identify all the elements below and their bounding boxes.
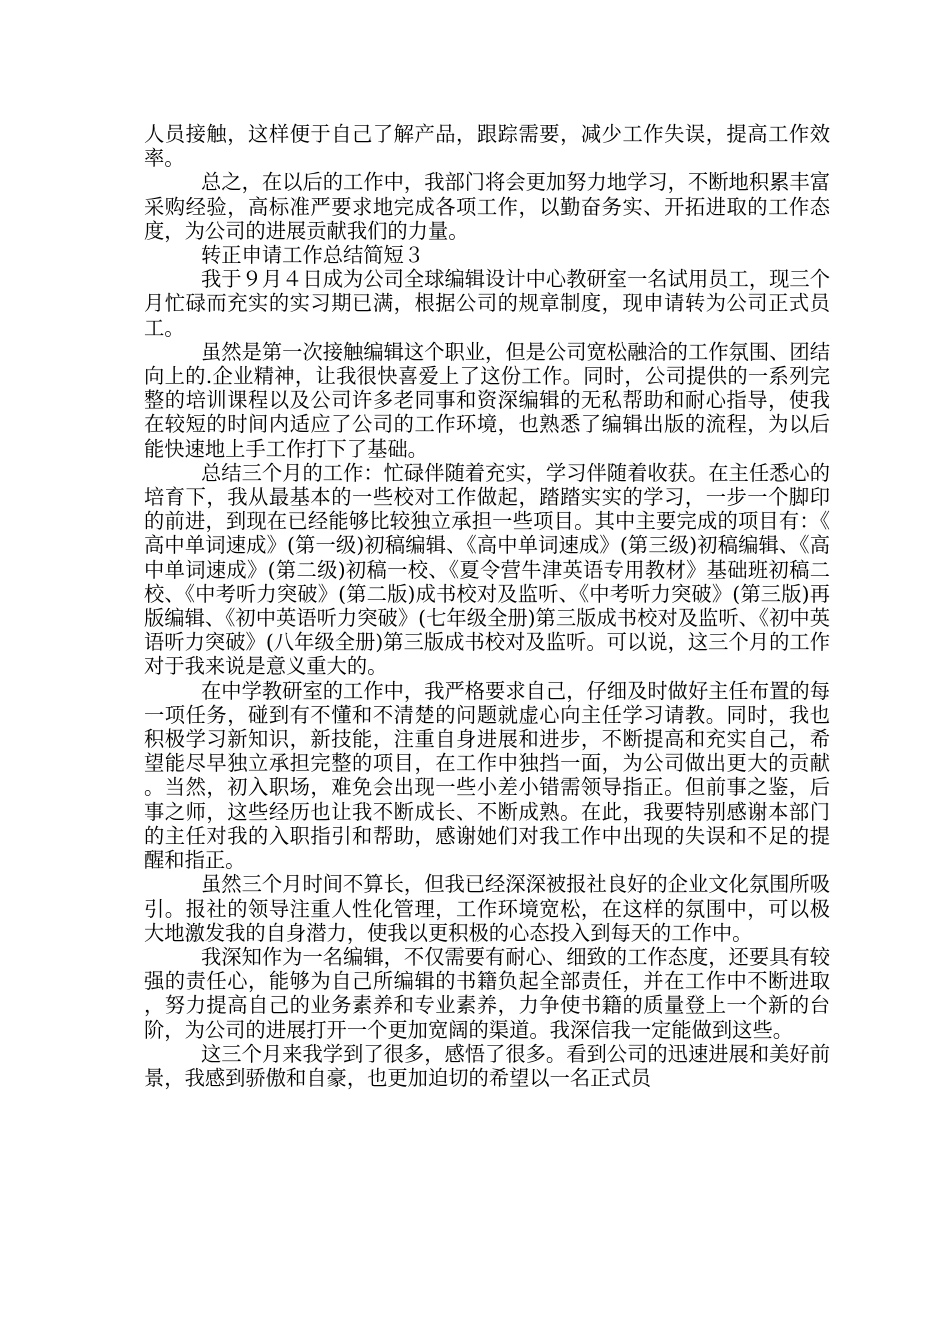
paragraph-conclusion: 总之，在以后的工作中，我部门将会更加努力地学习，不断地积累丰富采购经验，高标准严要求地完成各项工作，以勤奋务实、开拓进取的工作态度，为公司的进展贡献我们的力量。 (144, 170, 830, 243)
document-page (144, 122, 830, 1090)
paragraph-culture: 虽然三个月时间不算长，但我已经深深被报社良好的企业文化氛围所吸引。报社的领导注重人性化管理，工作环境宽松，在这样的氛围中，可以极大地激发我的自身潜力，使我以更积极的心态投入到每天的工作中。 (144, 872, 830, 945)
paragraph-reflection: 这三个月来我学到了很多，感悟了很多。看到公司的迅速进展和美好前景，我感到骄傲和自豪，也更加迫切的希望以一名正式员 (144, 1041, 830, 1090)
paragraph-intro: 我于９月４日成为公司全球编辑设计中心教研室一名试用员工，现三个月忙碌而充实的实习期已满，根据公司的规章制度，现申请转为公司正式员工。 (144, 267, 830, 340)
paragraph-office-work: 在中学教研室的工作中，我严格要求自己，仔细及时做好主任布置的每一项任务，碰到有不懂和不清楚的问题就虚心向主任学习请教。同时，我也积极学习新知识，新技能，注重自身进展和进步，不断提高和充实自己，希望能尽早独立承担完整的项目，在工作中独挡一面，为公司做出更大的贡献。当然，初入职场，难免会出现一些小差小错需领导指正。但前事之鉴，后事之师，这些经历也让我不断成长、不断成熟。在此，我要特别感谢本部门的主任对我的入职指引和帮助，感谢她们对我工作中出现的失误和不足的提醒和指正。 (144, 678, 830, 873)
paragraph-responsibility: 我深知作为一名编辑，不仅需要有耐心、细致的工作态度，还要具有较强的责任心，能够为自己所编辑的书籍负起全部责任，并在工作中不断进取，努力提高自己的业务素养和专业素养，力争使书籍的质量登上一个新的台阶，为公司的进展打开一个更加宽阔的渠道。我深信我一定能做到这些。 (144, 944, 830, 1042)
paragraph-continued: 人员接触，这样便于自己了解产品，跟踪需要，减少工作失误，提高工作效率。 (144, 122, 830, 171)
section-heading: 转正申请工作总结简短３ (201, 243, 425, 268)
paragraph-first-contact: 虽然是第一次接触编辑这个职业，但是公司宽松融洽的工作氛围、团结向上的.企业精神，让我很快喜爱上了这份工作。同时，公司提供的一系列完整的培训课程以及公司许多老同事和资深编辑的无私帮助和耐心指导，使我在较短的时间内适应了公司的工作环境，也熟悉了编辑出版的流程，为以后能快速地上手工作打下了基础。 (144, 339, 830, 461)
paragraph-work-summary: 总结三个月的工作：忙碌伴随着充实，学习伴随着收获。在主任悉心的培育下，我从最基本的一些校对工作做起，踏踏实实的学习，一步一个脚印的前进，到现在已经能够比较独立承担一些项目。其中主要完成的项目有：《高中单词速成》(第一级)初稿编辑、《高中单词速成》(第三级)初稿编辑、《高中单词速成》(第二级)初稿一校、《夏令营牛津英语专用教材》基础班初稿二校、《中考听力突破》(第二版)成书校对及监听、《中考听力突破》(第三版)再版编辑、《初中英语听力突破》(七年级全册)第三版成书校对及监听、《初中英语听力突破》(八年级全册)第三版成书校对及监听。可以说，这三个月的工作对于我来说是意义重大的。 (144, 460, 830, 679)
